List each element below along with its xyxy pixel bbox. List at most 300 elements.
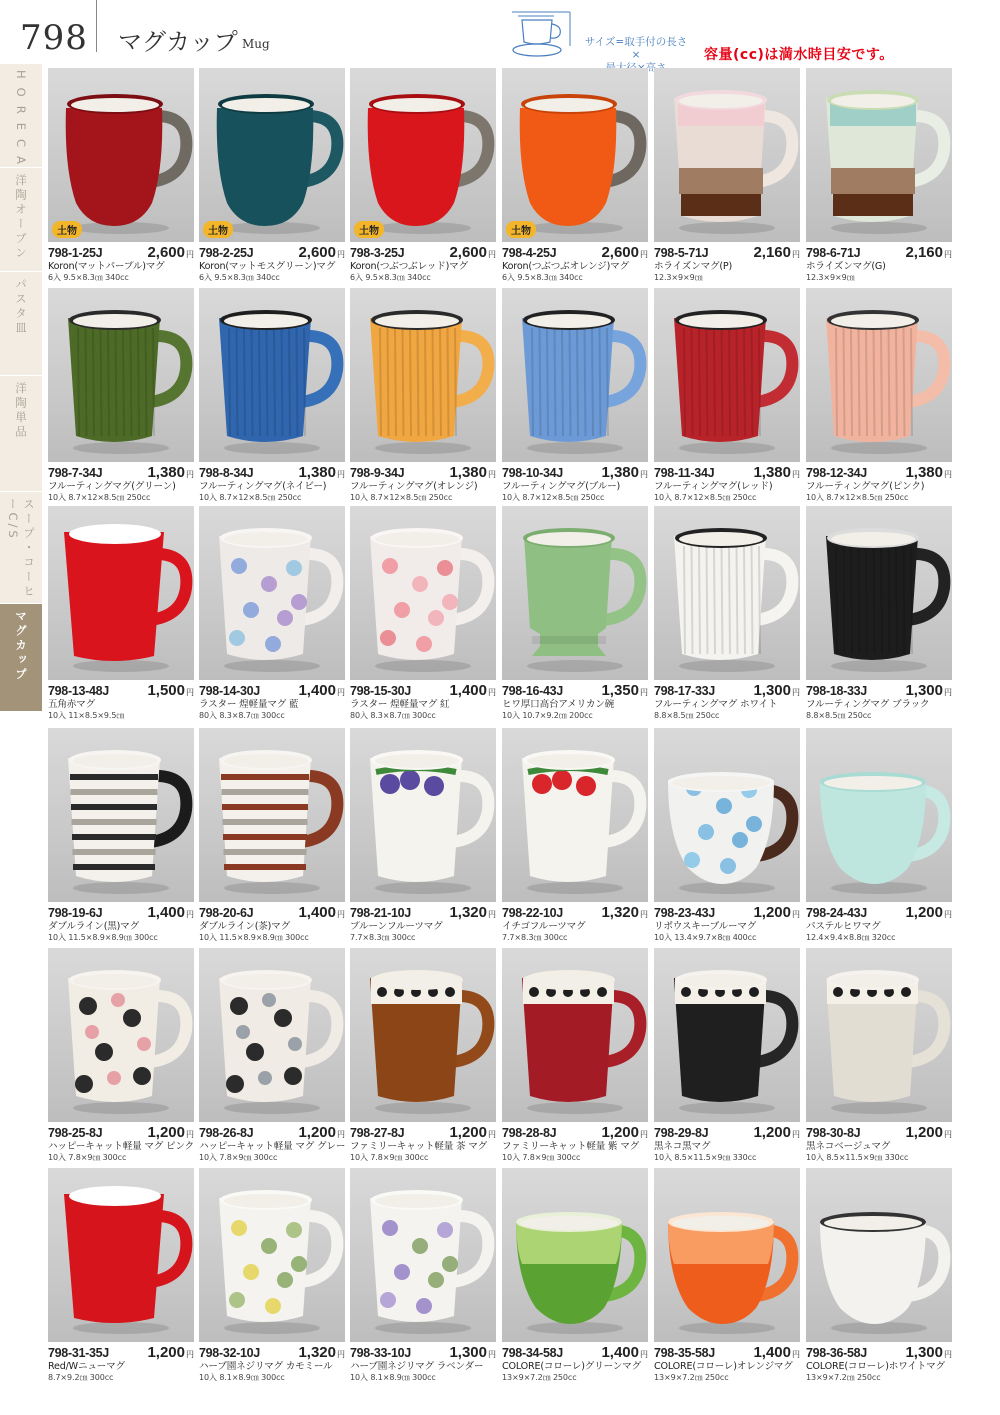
price-row (350, 904, 496, 921)
mug-illustration (654, 948, 800, 1122)
product-spec: 10入 11×8.5×9.5㎝ (48, 711, 125, 720)
price-row (48, 904, 194, 921)
mug-size-diagram-icon (504, 6, 576, 62)
product-name: 黒ネコ黒マグ (654, 1141, 711, 1152)
product-code: 798-11-34J (654, 466, 715, 480)
product-photo (806, 1168, 952, 1342)
currency-unit: 円 (186, 470, 194, 479)
product-code: 798-13-48J (48, 684, 109, 698)
currency-unit: 円 (186, 250, 194, 259)
mug-illustration (806, 506, 952, 680)
price-row (806, 682, 952, 699)
product-price (449, 904, 496, 921)
product-name: ダブルライン(茶)マグ (199, 921, 290, 932)
page-number: 798 (20, 18, 88, 58)
product-name: フルーティングマグ(オレンジ) (350, 481, 478, 492)
product-card[interactable] (199, 1168, 345, 1383)
currency-unit: 円 (640, 250, 648, 259)
price-value: 1,380 (147, 464, 185, 481)
mug-illustration (48, 948, 194, 1122)
price-row (48, 682, 194, 699)
product-card[interactable] (350, 728, 496, 943)
price-row (48, 464, 194, 481)
price-value: 1,200 (753, 1124, 791, 1141)
currency-unit: 円 (944, 470, 952, 479)
product-spec: 80入 8.3×8.7㎝ 300cc (350, 711, 436, 720)
mug-illustration (199, 728, 345, 902)
product-spec: 10入 7.8×9㎝ 300cc (199, 1153, 278, 1162)
product-spec: 13×9×7.2㎝ 250cc (806, 1373, 881, 1382)
product-code: 798-3-25J (350, 246, 405, 260)
product-price (905, 1344, 952, 1361)
product-photo (350, 288, 496, 462)
price-row (806, 1344, 952, 1361)
product-spec: 6入 9.5×8.3㎝ 340cc (502, 273, 583, 282)
mug-illustration (502, 506, 648, 680)
product-name: 黒ネコベージュマグ (806, 1141, 891, 1152)
product-name: Koron(マットパープル)マグ (48, 261, 165, 272)
price-value: 2,600 (147, 244, 185, 261)
product-price (753, 464, 800, 481)
product-photo (806, 288, 952, 462)
currency-unit: 円 (640, 1350, 648, 1359)
price-row (199, 244, 345, 261)
mug-illustration (199, 506, 345, 680)
product-spec: 12.3×9×9㎝ (806, 273, 855, 282)
product-name: Koron(マットモスグリーン)マグ (199, 261, 336, 272)
price-row (654, 1124, 800, 1141)
product-price (601, 1124, 648, 1141)
product-card[interactable] (654, 948, 800, 1163)
product-spec: 6入 9.5×8.3㎝ 340cc (199, 273, 280, 282)
product-code: 798-34-58J (502, 1346, 563, 1360)
product-spec: 13×9×7.2㎝ 250cc (654, 1373, 729, 1382)
product-name: ラスター 煌軽量マグ 紅 (350, 699, 450, 710)
mug-illustration (654, 506, 800, 680)
price-value: 1,200 (601, 1124, 639, 1141)
price-row (199, 682, 345, 699)
price-row (654, 464, 800, 481)
product-name: フルーティングマグ ホワイト (654, 699, 778, 710)
product-code: 798-25-8J (48, 1126, 103, 1140)
product-card[interactable] (502, 68, 648, 283)
product-name: Red/Wニューマグ (48, 1361, 125, 1372)
product-price (601, 244, 648, 261)
side-tab-oven[interactable] (0, 168, 42, 272)
price-value: 1,400 (147, 904, 185, 921)
product-name: フルーティングマグ(ネイビー) (199, 481, 327, 492)
product-code: 798-9-34J (350, 466, 405, 480)
product-price (601, 904, 648, 921)
currency-unit: 円 (640, 910, 648, 919)
product-name: ハーブ園ネジリマグ ラベンダー (350, 1361, 484, 1372)
product-spec: 7.7×8.3㎝ 300cc (350, 933, 416, 942)
mug-illustration (199, 1168, 345, 1342)
product-spec: 13×9×7.2㎝ 250cc (502, 1373, 577, 1382)
product-photo (199, 1168, 345, 1342)
price-value: 1,400 (601, 1344, 639, 1361)
price-row (199, 904, 345, 921)
product-name: ヒワ厚口高台アメリカン碗 (502, 699, 615, 710)
product-spec: 6入 9.5×8.3㎝ 340cc (48, 273, 129, 282)
currency-unit: 円 (640, 1130, 648, 1139)
price-row (806, 904, 952, 921)
currency-unit: 円 (944, 1130, 952, 1139)
price-row (654, 682, 800, 699)
product-photo (350, 506, 496, 680)
price-row (654, 244, 800, 261)
product-card[interactable] (350, 506, 496, 721)
mug-illustration (654, 288, 800, 462)
mug-illustration (806, 1168, 952, 1342)
product-card[interactable] (350, 68, 496, 283)
mug-illustration (654, 68, 800, 242)
product-card[interactable] (199, 728, 345, 943)
product-card[interactable] (502, 288, 648, 503)
product-spec: 8.7×9.2㎝ 300cc (48, 1373, 114, 1382)
side-tab-label: HORECA (14, 70, 28, 173)
product-code: 798-30-8J (806, 1126, 861, 1140)
product-card[interactable] (806, 506, 952, 721)
currency-unit: 円 (186, 1350, 194, 1359)
side-tab-label: パスタ皿 (14, 278, 28, 336)
capacity-note: 容量(cc)は満水時目安です。 (704, 47, 894, 63)
product-spec: 10入 7.8×9㎝ 300cc (350, 1153, 429, 1162)
product-card[interactable] (199, 68, 345, 283)
product-price (147, 244, 194, 261)
product-spec: 8.8×8.5㎝ 250cc (806, 711, 872, 720)
side-tab-mug-active[interactable] (0, 604, 42, 712)
currency-unit: 円 (488, 1130, 496, 1139)
product-card[interactable] (654, 68, 800, 283)
product-code: 798-16-43J (502, 684, 563, 698)
product-code: 798-29-8J (654, 1126, 709, 1140)
mug-illustration (48, 68, 194, 242)
price-value: 1,300 (449, 1344, 487, 1361)
price-value: 1,300 (753, 682, 791, 699)
product-card[interactable] (654, 506, 800, 721)
price-row (199, 1344, 345, 1361)
product-spec: 10入 13.4×9.7×8㎝ 400cc (654, 933, 757, 942)
price-row (654, 1344, 800, 1361)
product-card[interactable] (199, 948, 345, 1163)
price-value: 1,320 (601, 904, 639, 921)
product-price (905, 682, 952, 699)
product-photo (502, 728, 648, 902)
product-card[interactable] (48, 506, 194, 721)
price-row (502, 904, 648, 921)
product-spec: 10入 11.5×8.9×8.9㎝ 300cc (199, 933, 309, 942)
price-value: 1,400 (298, 682, 336, 699)
price-row (48, 244, 194, 261)
price-row (199, 464, 345, 481)
price-row (350, 1124, 496, 1141)
product-price (601, 682, 648, 699)
product-card[interactable] (48, 948, 194, 1163)
product-name: Koron(つぶつぶレッド)マグ (350, 261, 468, 272)
size-note-line1: サイズ=取手付の長さ× (584, 36, 688, 61)
side-index (0, 64, 42, 712)
product-card[interactable] (806, 948, 952, 1163)
product-price (753, 1344, 800, 1361)
product-name: ダブルライン(黒)マグ (48, 921, 139, 932)
price-value: 1,500 (147, 682, 185, 699)
currency-unit: 円 (186, 688, 194, 697)
product-price (147, 1124, 194, 1141)
product-name: COLORE(コローレ)オレンジマグ (654, 1361, 793, 1372)
mug-illustration (199, 288, 345, 462)
product-card[interactable] (502, 728, 648, 943)
price-row (502, 1124, 648, 1141)
product-photo (48, 728, 194, 902)
currency-unit: 円 (792, 910, 800, 919)
currency-unit: 円 (488, 250, 496, 259)
product-photo (199, 728, 345, 902)
product-name: ファミリーキャット軽量 茶 マグ (350, 1141, 488, 1152)
product-name: ハッピーキャット軽量 マグ ピンク (48, 1141, 194, 1152)
product-card[interactable] (350, 1168, 496, 1383)
product-price (905, 464, 952, 481)
product-card[interactable] (654, 288, 800, 503)
side-tab-label: 洋陶オーブン (14, 174, 28, 261)
side-tab-label: スープ・コーヒーC/S (6, 498, 36, 600)
price-value: 1,200 (147, 1124, 185, 1141)
mug-illustration (350, 1168, 496, 1342)
product-card[interactable] (806, 288, 952, 503)
product-name: ホライズンマグ(P) (654, 261, 733, 272)
product-code: 798-31-35J (48, 1346, 109, 1360)
product-photo (502, 1168, 648, 1342)
product-name: 五角赤マグ (48, 699, 95, 710)
currency-unit: 円 (792, 470, 800, 479)
product-price (449, 1124, 496, 1141)
product-name: Koron(つぶつぶオレンジ)マグ (502, 261, 629, 272)
price-value: 2,160 (905, 244, 943, 261)
product-photo (654, 288, 800, 462)
product-photo (654, 506, 800, 680)
product-card[interactable] (199, 506, 345, 721)
product-price (449, 244, 496, 261)
side-tab-horeca[interactable] (0, 64, 42, 173)
product-card[interactable] (654, 728, 800, 943)
product-name: ラスター 煌軽量マグ 藍 (199, 699, 299, 710)
price-row (806, 244, 952, 261)
mug-illustration (350, 506, 496, 680)
price-row (350, 464, 496, 481)
product-card[interactable] (806, 728, 952, 943)
product-photo (806, 68, 952, 242)
price-value: 2,160 (753, 244, 791, 261)
product-name: フルーティングマグ(レッド) (654, 481, 773, 492)
product-photo (502, 506, 648, 680)
product-photo (654, 68, 800, 242)
product-spec: 12.3×9×9㎝ (654, 273, 703, 282)
product-spec: 10入 8.5×11.5×9㎝ 330cc (654, 1153, 757, 1162)
product-card[interactable] (806, 68, 952, 283)
product-photo (350, 1168, 496, 1342)
mug-illustration (350, 68, 496, 242)
price-row (806, 1124, 952, 1141)
currency-unit: 円 (792, 688, 800, 697)
earthenware-badge: 土物 (506, 221, 536, 238)
price-value: 1,380 (905, 464, 943, 481)
product-card[interactable] (502, 1168, 648, 1383)
price-value: 1,350 (601, 682, 639, 699)
price-row (199, 1124, 345, 1141)
product-card[interactable] (48, 68, 194, 283)
price-value: 1,380 (298, 464, 336, 481)
product-photo (48, 1168, 194, 1342)
product-code: 798-12-34J (806, 466, 867, 480)
product-code: 798-14-30J (199, 684, 260, 698)
product-card[interactable] (48, 288, 194, 503)
product-price (601, 1344, 648, 1361)
product-name: ファミリーキャット軽量 紫 マグ (502, 1141, 640, 1152)
product-card[interactable] (199, 288, 345, 503)
product-card[interactable] (48, 728, 194, 943)
product-card[interactable] (350, 288, 496, 503)
product-spec: 80入 8.3×8.7㎝ 300cc (199, 711, 285, 720)
price-row (502, 682, 648, 699)
product-card[interactable] (502, 948, 648, 1163)
product-photo (199, 948, 345, 1122)
product-code: 798-32-10J (199, 1346, 260, 1360)
product-name: リボウスキーブルーマグ (654, 921, 757, 932)
product-photo (502, 68, 648, 242)
product-price (449, 464, 496, 481)
product-spec: 10入 8.7×12×8.5㎝ 250cc (350, 493, 453, 502)
product-code: 798-10-34J (502, 466, 563, 480)
product-code: 798-28-8J (502, 1126, 557, 1140)
product-price (298, 244, 345, 261)
price-row (48, 1344, 194, 1361)
price-value: 1,300 (905, 1344, 943, 1361)
currency-unit: 円 (488, 910, 496, 919)
side-tab-label: 洋陶単品 (14, 382, 28, 440)
currency-unit: 円 (792, 1350, 800, 1359)
currency-unit: 円 (792, 1130, 800, 1139)
mug-illustration (199, 68, 345, 242)
product-spec: 8.8×8.5㎝ 250cc (654, 711, 720, 720)
earthenware-badge: 土物 (354, 221, 384, 238)
product-price (753, 682, 800, 699)
product-price (905, 904, 952, 921)
product-name: パステルヒワマグ (806, 921, 881, 932)
price-value: 1,200 (905, 1124, 943, 1141)
product-name: フルーティングマグ(ブルー) (502, 481, 621, 492)
product-code: 798-2-25J (199, 246, 254, 260)
product-code: 798-20-6J (199, 906, 254, 920)
product-spec: 10入 8.7×12×8.5㎝ 250cc (199, 493, 302, 502)
product-name: ハーブ園ネジリマグ カモミール (199, 1361, 333, 1372)
product-photo (199, 288, 345, 462)
product-spec: 10入 8.5×11.5×9㎝ 330cc (806, 1153, 909, 1162)
product-card[interactable] (654, 1168, 800, 1383)
earthenware-badge: 土物 (52, 221, 82, 238)
price-value: 1,320 (298, 1344, 336, 1361)
product-name: フルーティングマグ(グリーン) (48, 481, 176, 492)
mug-illustration (199, 948, 345, 1122)
currency-unit: 円 (944, 910, 952, 919)
product-photo (502, 288, 648, 462)
currency-unit: 円 (640, 470, 648, 479)
price-value: 1,200 (449, 1124, 487, 1141)
product-card[interactable] (350, 948, 496, 1163)
mug-illustration (502, 728, 648, 902)
mug-illustration (48, 288, 194, 462)
price-value: 2,600 (298, 244, 336, 261)
product-code: 798-5-71J (654, 246, 709, 260)
product-spec: 10入 7.8×9㎝ 300cc (502, 1153, 581, 1162)
product-spec: 10入 8.7×12×8.5㎝ 250cc (48, 493, 151, 502)
price-row (806, 464, 952, 481)
currency-unit: 円 (337, 470, 345, 479)
product-spec: 10入 8.1×8.9㎝ 300cc (350, 1373, 436, 1382)
product-name: ホライズンマグ(G) (806, 261, 886, 272)
product-photo (806, 728, 952, 902)
product-photo (654, 1168, 800, 1342)
side-tab-single[interactable] (0, 376, 42, 492)
product-price (298, 1124, 345, 1141)
product-spec: 12.4×9.4×8.8㎝ 320cc (806, 933, 896, 942)
mug-illustration (502, 288, 648, 462)
product-name: イチゴフルーツマグ (502, 921, 586, 932)
product-code: 798-36-58J (806, 1346, 867, 1360)
product-photo (199, 68, 345, 242)
side-tab-soup-coffee[interactable] (0, 492, 42, 604)
product-code: 798-18-33J (806, 684, 867, 698)
product-photo (48, 948, 194, 1122)
product-price (147, 904, 194, 921)
product-photo (806, 948, 952, 1122)
product-photo (48, 288, 194, 462)
mug-illustration (502, 68, 648, 242)
mug-illustration (806, 288, 952, 462)
price-row (350, 244, 496, 261)
mug-illustration (350, 948, 496, 1122)
product-photo (502, 948, 648, 1122)
mug-illustration (350, 288, 496, 462)
currency-unit: 円 (488, 470, 496, 479)
product-code: 798-7-34J (48, 466, 103, 480)
product-photo (654, 728, 800, 902)
price-row (502, 464, 648, 481)
product-card[interactable] (48, 1168, 194, 1383)
price-row (350, 1344, 496, 1361)
currency-unit: 円 (186, 1130, 194, 1139)
currency-unit: 円 (337, 910, 345, 919)
mug-illustration (48, 728, 194, 902)
product-card[interactable] (502, 506, 648, 721)
product-card[interactable] (806, 1168, 952, 1383)
price-value: 1,200 (147, 1344, 185, 1361)
product-photo (350, 948, 496, 1122)
product-name: フルーティングマグ ブラック (806, 699, 930, 710)
price-value: 1,380 (601, 464, 639, 481)
side-tab-pasta[interactable] (0, 272, 42, 376)
product-price (449, 682, 496, 699)
product-code: 798-24-43J (806, 906, 867, 920)
currency-unit: 円 (337, 1350, 345, 1359)
product-price (905, 244, 952, 261)
product-spec: 10入 8.7×12×8.5㎝ 250cc (654, 493, 757, 502)
product-code: 798-35-58J (654, 1346, 715, 1360)
mug-illustration (654, 728, 800, 902)
product-price (449, 1344, 496, 1361)
price-row (654, 904, 800, 921)
mug-illustration (806, 68, 952, 242)
product-photo (48, 68, 194, 242)
